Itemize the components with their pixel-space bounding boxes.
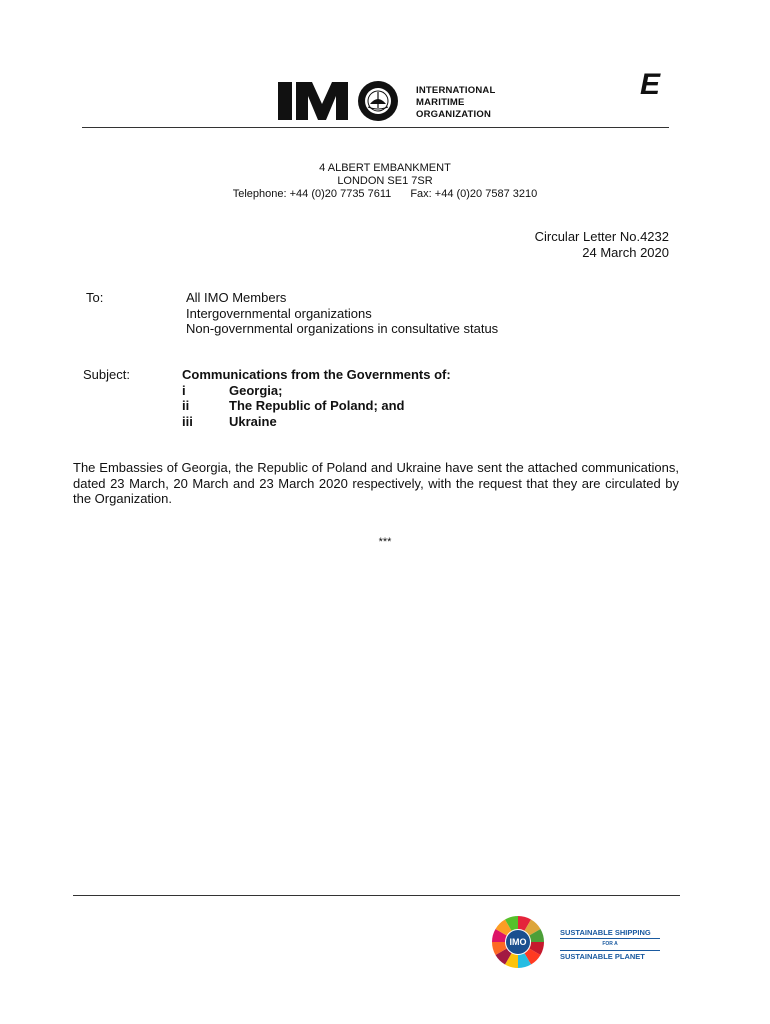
sdg-wheel-logo xyxy=(492,910,566,974)
subject-item xyxy=(182,383,451,399)
org-line-2: MARITIME xyxy=(416,97,465,108)
footer-divider xyxy=(73,895,680,896)
to-label: To: xyxy=(86,290,104,305)
sdg-badge-text: IMO xyxy=(509,937,527,947)
letter-reference xyxy=(535,229,669,261)
recipient-item: Non-governmental organizations in consultative status xyxy=(186,321,499,336)
recipient-item: All IMO Members xyxy=(186,290,287,305)
org-line-1: INTERNATIONAL xyxy=(416,85,496,96)
tagline-divider xyxy=(560,950,660,951)
body-paragraph: The Embassies of Georgia, the Republic of Poland and Ukraine have sent the attached communications, dated 23 March, 20 March and 23 March 2020 respectively, with the request that they are circulated by the Organization. xyxy=(73,460,679,506)
fax: Fax: +44 (0)20 7587 3210 xyxy=(410,188,538,200)
subject-item-number: iii xyxy=(182,413,193,429)
tagline-line-3: SUSTAINABLE PLANET xyxy=(560,952,645,961)
end-mark: *** xyxy=(378,536,392,548)
address-block xyxy=(0,162,770,201)
circular-number: Circular Letter No.4232 xyxy=(534,229,669,244)
tagline-divider xyxy=(560,938,660,939)
subject-title: Communications from the Governments of: xyxy=(182,367,451,382)
subject-block xyxy=(182,367,451,429)
header-divider xyxy=(82,127,669,128)
recipient-list xyxy=(186,290,498,337)
footer-tagline xyxy=(560,928,660,961)
language-mark: E xyxy=(640,68,661,101)
org-line-3: ORGANIZATION xyxy=(416,109,492,120)
recipient-item: Intergovernmental organizations xyxy=(186,305,372,321)
subject-item-text: Georgia; xyxy=(229,382,283,398)
contact-line xyxy=(0,188,770,201)
organization-name xyxy=(416,85,495,121)
address-line-1: 4 ALBERT EMBANKMENT xyxy=(319,162,451,174)
tagline-line-2: FOR A xyxy=(602,941,618,947)
subject-item-text: Ukraine xyxy=(229,413,277,429)
telephone: Telephone: +44 (0)20 7735 7611 xyxy=(232,188,392,200)
subject-item xyxy=(182,398,451,414)
imo-logo xyxy=(278,80,410,122)
address-line-2: LONDON SE1 7SR xyxy=(337,175,433,187)
subject-item xyxy=(182,414,451,430)
subject-label: Subject: xyxy=(83,367,130,382)
tagline-line-1: SUSTAINABLE SHIPPING xyxy=(560,928,651,937)
subject-item-number: i xyxy=(182,382,186,398)
subject-item-number: ii xyxy=(182,398,190,413)
letter-date: 24 March 2020 xyxy=(582,245,669,260)
subject-item-text: The Republic of Poland; and xyxy=(229,398,405,413)
